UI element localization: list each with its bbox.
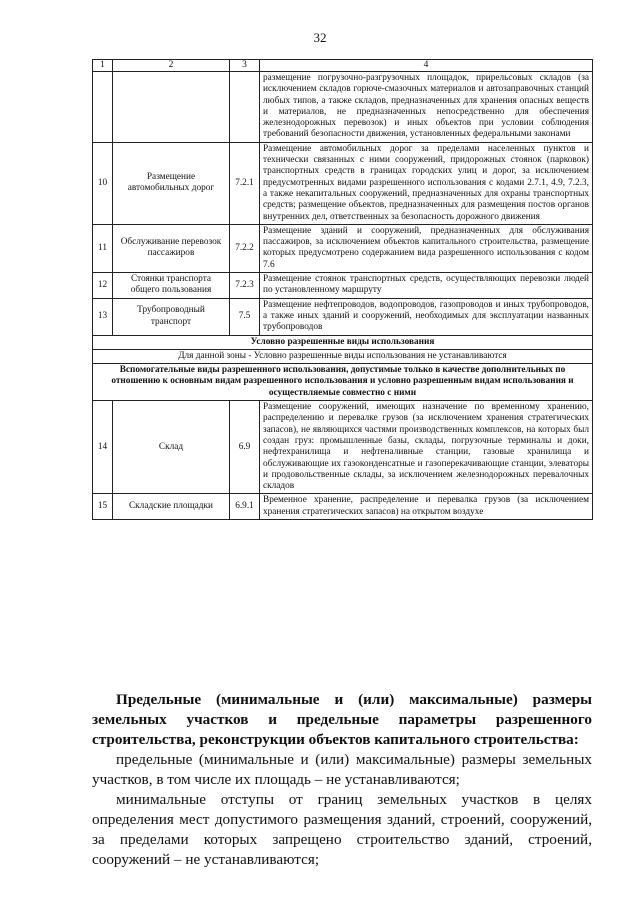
row-description: размещение погрузочно-разгрузочных площадок, прирельсовых складов (за исключением складов горюче-смазочных материалов и автозаправочных станций любых типов, а также складов, предназначенных для хранения опасных веществ и материалов, не предназначенных непосредственно для обеспечения железнодорожных перевозок) и иных объектов при условии соблюдения требований безопасности движения, установленных федеральными законами [260, 72, 593, 143]
header-cell: 2 [113, 60, 230, 72]
row-name: Обслуживание перевозок пассажиров [113, 224, 230, 272]
conditional-uses-heading: Условно разрешенные виды использования [93, 335, 593, 349]
table-row [93, 142, 593, 224]
row-name: Трубопроводный транспорт [113, 298, 230, 335]
auxiliary-uses-heading: Вспомогательные виды разрешенного использования, допустимые только в качестве дополнительных по отношению к основным видам разрешенного использования и условно разрешенным видам использования и осуществляемые совместно с ними [93, 364, 593, 401]
table-row [93, 273, 593, 299]
section-row [93, 364, 593, 401]
page-number: 32 [313, 30, 327, 45]
row-description: Размещение нефтепроводов, водопроводов, газопроводов и иных трубопроводов, а также иных зданий и сооружений, необходимых для эксплуатации названных трубопроводов [260, 298, 593, 335]
row-number: 12 [93, 273, 113, 299]
row-code: 6.9 [230, 401, 260, 494]
header-cell: 4 [260, 60, 593, 72]
row-description: Временное хранение, распределение и перевалка грузов (за исключением хранения стратегических запасов) на открытом воздухе [260, 494, 593, 520]
row-name: Размещение автомобильных дорог [113, 142, 230, 224]
table-row [93, 494, 593, 520]
table-row [93, 401, 593, 494]
paragraph: минимальные отступы от границ земельных участков в целях определения мест допустимого размещения зданий, строений, сооружений, за пределами которых запрещено строительство зданий, строений, сооружений – не устанавливаются; [92, 791, 592, 868]
row-number: 13 [93, 298, 113, 335]
section-heading: Предельные (минимальные и (или) максимальные) размеры земельных участков и предельные параметры разрешенного строительства, реконструкции объектов капитального строительства: [92, 691, 592, 748]
table-row [93, 72, 593, 143]
land-use-table [92, 59, 593, 520]
row-description: Размещение стоянок транспортных средств, осуществляющих перевозки людей по установленному маршруту [260, 273, 593, 299]
table-header-row [93, 60, 593, 72]
row-name: Склад [113, 401, 230, 494]
section-row [93, 335, 593, 349]
section-row [93, 349, 593, 363]
paragraph: предельные (минимальные и (или) максимальные) размеры земельных участков, в том числе их площадь – не устанавливаются; [92, 751, 592, 788]
table-row [93, 224, 593, 272]
row-description: Размещение автомобильных дорог за пределами населенных пунктов и технически связанных с ними сооружений, придорожных стоянок (парковок) транспортных средств в границах городских улиц и дорог, за исключением предусмотренных видами разрешенного использования с кодами 2.7.1, 4.9, 7.2.3, а также некапитальных сооружений, предназначенных для охраны транспортных средств; размещение объектов, предназначенных для размещения постов органов внутренних дел, ответственных за безопасность дорожного движения [260, 142, 593, 224]
row-code: 7.2.1 [230, 142, 260, 224]
row-description: Размещение сооружений, имеющих назначение по временному хранению, распределению и перевалке грузов (за исключением хранения стратегических запасов), не являющихся частями производственных комплексов, на которых был создан груз: промышленные базы, склады, погрузочные терминалы и доки, нефтехранилища и нефтеналивные станции, газовые хранилища и обслуживающие их газоконденсатные и газоперекачивающие станции, элеваторы и продовольственные склады, за исключением железнодорожных перевалочных складов [260, 401, 593, 494]
header-cell: 1 [93, 60, 113, 72]
row-name: Стоянки транспорта общего пользования [113, 273, 230, 299]
row-name: Складские площадки [113, 494, 230, 520]
row-code: 7.2.2 [230, 224, 260, 272]
table-row [93, 298, 593, 335]
row-code: 7.5 [230, 298, 260, 335]
row-number: 15 [93, 494, 113, 520]
conditional-uses-note: Для данной зоны - Условно разрешенные виды использования не устанавливаются [93, 349, 593, 363]
row-number: 10 [93, 142, 113, 224]
row-code: 7.2.3 [230, 273, 260, 299]
row-number: 14 [93, 401, 113, 494]
header-cell: 3 [230, 60, 260, 72]
row-description: Размещение зданий и сооружений, предназначенных для обслуживания пассажиров, за исключением объектов капитального строительства, размещение которых предусмотрено содержанием вида разрешенного использования с кодом 7.6 [260, 224, 593, 272]
body-text [92, 690, 592, 870]
row-code: 6.9.1 [230, 494, 260, 520]
row-number: 11 [93, 224, 113, 272]
